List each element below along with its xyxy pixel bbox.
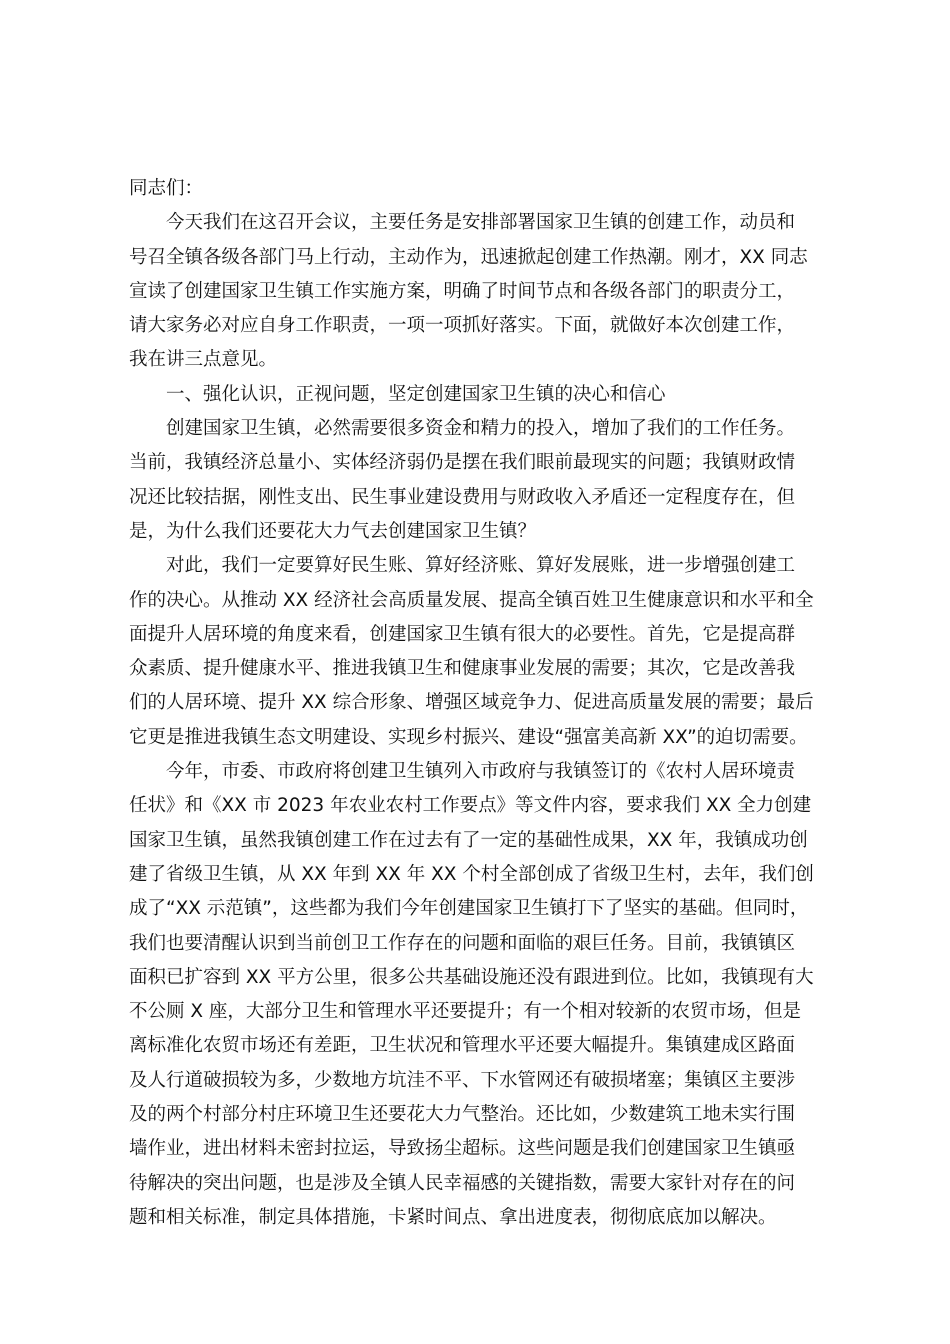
text-line: 是，为什么我们还要花大力气去创建国家卫生镇？ (129, 520, 537, 542)
text-line: 作的决心。从推动 XX 经济社会高质量发展、提高全镇百姓卫生健康意识和水平和全 (129, 589, 814, 611)
text-line: 离标准化农贸市场还有差距，卫生状况和管理水平还要大幅提升。集镇建成区路面 (129, 1035, 796, 1057)
text-line: 今天我们在这召开会议，主要任务是安排部署国家卫生镇的创建工作，动员和 (129, 212, 796, 234)
text-line: 况还比较拮据，刚性支出、民生事业建设费用与财政收入矛盾还一定程度存在，但 (129, 486, 796, 508)
text-line: 一、强化认识，正视问题，坚定创建国家卫生镇的决心和信心 (129, 383, 666, 405)
paragraph (129, 412, 834, 549)
text-line: 今年，市委、市政府将创建卫生镇列入市政府与我镇签订的《农村人居环境责 (129, 761, 796, 783)
text-line: 待解决的突出问题，也是涉及全镇人民幸福感的关键指数，需要大家针对存在的问 (129, 1172, 796, 1194)
text-line: 宣读了创建国家卫生镇工作实施方案，明确了时间节点和各级各部门的职责分工， (129, 280, 796, 302)
text-line: 题和相关标准，制定具体措施，卡紧时间点、拿出进度表，彻彻底底加以解决。 (129, 1206, 777, 1228)
paragraph (129, 755, 834, 1235)
paragraph-list (129, 206, 834, 1235)
text-line: 当前，我镇经济总量小、实体经济弱仍是摆在我们眼前最现实的问题；我镇财政情 (129, 452, 796, 474)
text-line: 众素质、提升健康水平、推进我镇卫生和健康事业发展的需要；其次，它是改善我 (129, 658, 796, 680)
paragraph (129, 549, 834, 755)
text-line: 及的两个村部分村庄环境卫生还要花大力气整治。还比如，少数建筑工地未实行围 (129, 1104, 796, 1126)
text-line: 不公厕 X 座，大部分卫生和管理水平还要提升；有一个相对较新的农贸市场，但是 (129, 1001, 801, 1023)
text-line: 国家卫生镇，虽然我镇创建工作在过去有了一定的基础性成果，XX 年，我镇成功创 (129, 829, 808, 851)
paragraph (129, 378, 834, 412)
text-line: 我们也要清醒认识到当前创卫工作存在的问题和面临的艰巨任务。目前，我镇镇区 (129, 932, 796, 954)
text-line: 创建国家卫生镇，必然需要很多资金和精力的投入，增加了我们的工作任务。 (129, 418, 796, 440)
text-line: 墙作业，进出材料未密封拉运，导致扬尘超标。这些问题是我们创建国家卫生镇亟 (129, 1138, 796, 1160)
text-line: 们的人居环境、提升 XX 综合形象、增强区域竞争力、促进高质量发展的需要；最后 (129, 692, 814, 714)
document-body (129, 172, 834, 1235)
text-line: 任状》和《XX 市 2023 年农业农村工作要点》等文件内容，要求我们 XX 全力创建 (129, 795, 812, 817)
text-line: 面积已扩容到 XX 平方公里，很多公共基础设施还没有跟进到位。比如，我镇现有大 (129, 966, 814, 988)
text-line: 对此，我们一定要算好民生账、算好经济账、算好发展账，进一步增强创建工 (129, 555, 796, 577)
text-line: 建了省级卫生镇，从 XX 年到 XX 年 XX 个村全部创成了省级卫生村，去年，我们创 (129, 863, 814, 885)
text-line: 它更是推进我镇生态文明建设、实现乡村振兴、建设“强富美高新 XX”的迫切需要。 (129, 726, 808, 748)
text-line: 及人行道破损较为多，少数地方坑洼不平、下水管网还有破损堵塞；集镇区主要涉 (129, 1069, 796, 1091)
text-line: 号召全镇各级各部门马上行动，主动作为，迅速掀起创建工作热潮。刚才，XX 同志 (129, 246, 808, 268)
text-line: 成了“XX 示范镇”，这些都为我们今年创建国家卫生镇打下了坚实的基础。但同时， (129, 898, 809, 920)
text-line: 面提升人居环境的角度来看，创建国家卫生镇有很大的必要性。首先，它是提高群 (129, 623, 796, 645)
text-line: 请大家务必对应自身工作职责，一项一项抓好落实。下面，就做好本次创建工作， (129, 315, 796, 337)
salutation: 同志们： (129, 178, 204, 199)
text-line: 我在讲三点意见。 (129, 349, 278, 371)
paragraph (129, 206, 834, 377)
